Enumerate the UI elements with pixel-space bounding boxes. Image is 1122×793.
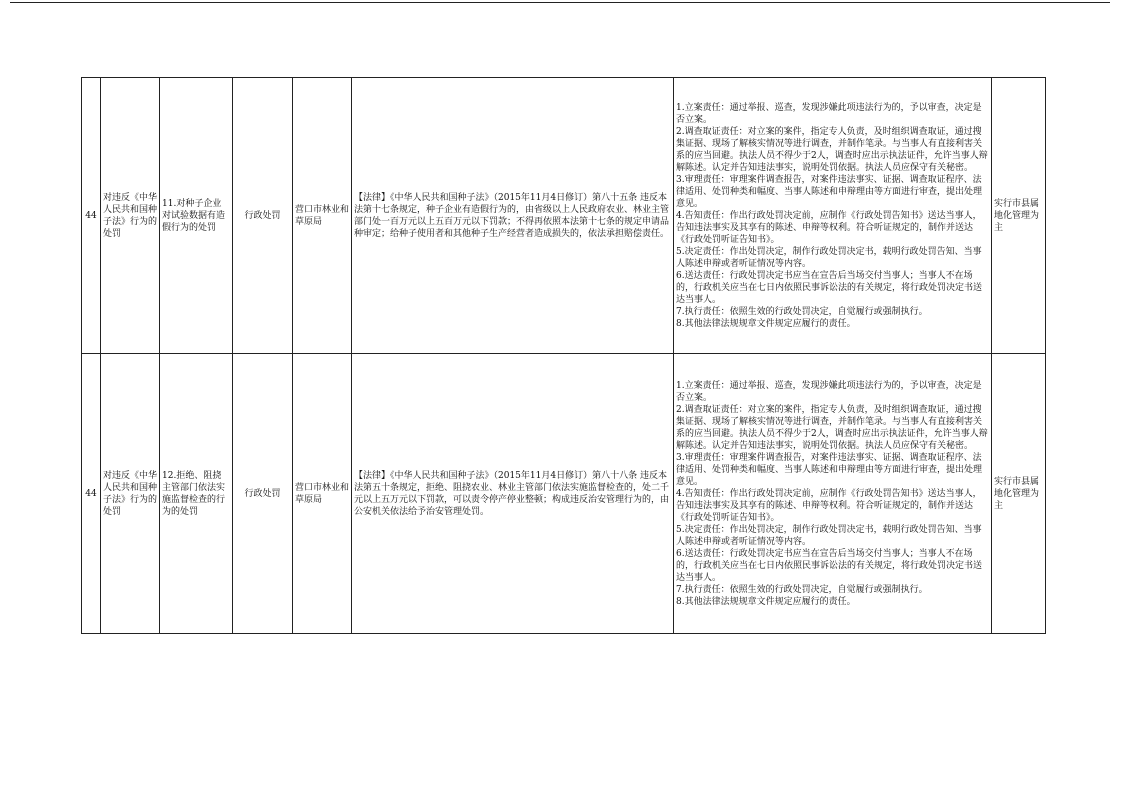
table-row bbox=[82, 354, 1046, 634]
legal-basis: 【法律】《中华人民共和国种子法》（2015年11月4日修订）第八十五条 违反本法第十七条规定，种子企业有造假行为的，由省级以上人民政府农业、林业主管部门处一百万元以上五百万元以下罚款；不得再依照本法第十七条的规定申请品种审定；给种子使用者和其他种子生产经营者造成损失的，依法承担赔偿责任。 bbox=[352, 78, 674, 354]
responsibility-list bbox=[674, 78, 992, 354]
item-name: 对违反《中华人民共和国种子法》行为的处罚 bbox=[101, 78, 160, 354]
legal-basis: 【法律】《中华人民共和国种子法》（2015年11月4日修订）第八十八条 违反本法第五十条规定，拒绝、阻挠农业、林业主管部门依法实施监督检查的，处二千元以上五万元以下罚款，可以责令停产停业整顿；构成违反治安管理行为的，由公安机关依法给予治安管理处罚。 bbox=[352, 354, 674, 634]
responsibility-table bbox=[81, 77, 1046, 634]
responsibility-item: 3.审理责任：审理案件调查报告，对案件违法事实、证据、调查取证程序、法律适用、处罚种类和幅度、当事人陈述和申辩理由等方面进行审查，提出处理意见。 bbox=[676, 174, 983, 209]
item-name: 对违反《中华人民共和国种子法》行为的处罚 bbox=[101, 354, 160, 634]
responsibility-list bbox=[674, 354, 992, 634]
responsibility-item: 7.执行责任：依照生效的行政处罚决定，自觉履行或强制执行。 bbox=[676, 306, 928, 317]
responsibility-item: 1.立案责任：通过举报、巡查，发现涉嫌此项违法行为的，予以审查，决定是否立案。 bbox=[676, 380, 982, 403]
remark: 实行市县属地化管理为主 bbox=[992, 78, 1046, 354]
responsibility-item: 6.送达责任：行政处罚决定书应当在宣告后当场交付当事人；当事人不在场的，行政机关应当在七日内依照民事诉讼法的有关规定，将行政处罚决定书送达当事人。 bbox=[676, 548, 983, 583]
department: 营口市林业和草原局 bbox=[293, 78, 352, 354]
responsibility-item: 2.调查取证责任：对立案的案件，指定专人负责，及时组织调查取证，通过搜集证据、现场了解核实情况等进行调查，并制作笔录。与当事人有直接利害关系的应当回避。执法人员不得少于2人，调查时应出示执法证件，允许当事人辩解陈述。认定并告知违法事实，说明处罚依据。执法人员应保守有关秘密。 bbox=[676, 404, 988, 451]
subitem-name: 12.拒绝、阻挠主管部门依法实施监督检查的行为的处罚 bbox=[160, 354, 233, 634]
responsibility-item: 4.告知责任：作出行政处罚决定前，应制作《行政处罚告知书》送达当事人，告知违法事实及其享有的陈述、申辩等权利。符合听证规定的，制作并送达《行政处罚听证告知书》。 bbox=[676, 488, 982, 523]
power-type: 行政处罚 bbox=[233, 78, 293, 354]
responsibility-item: 3.审理责任：审理案件调查报告，对案件违法事实、证据、调查取证程序、法律适用、处罚种类和幅度、当事人陈述和申辩理由等方面进行审查，提出处理意见。 bbox=[676, 452, 983, 487]
department: 营口市林业和草原局 bbox=[293, 354, 352, 634]
responsibility-item: 2.调查取证责任：对立案的案件，指定专人负责，及时组织调查取证，通过搜集证据、现场了解核实情况等进行调查，并制作笔录。与当事人有直接利害关系的应当回避。执法人员不得少于2人，调查时应出示执法证件，允许当事人辩解陈述。认定并告知违法事实，说明处罚依据。执法人员应保守有关秘密。 bbox=[676, 126, 988, 173]
top-rule bbox=[10, 2, 1110, 3]
responsibility-item: 8.其他法律法规规章文件规定应履行的责任。 bbox=[676, 318, 856, 329]
row-number: 44 bbox=[82, 354, 101, 634]
responsibility-item: 5.决定责任：作出处罚决定，制作行政处罚决定书，载明行政处罚告知、当事人陈述申辩或者听证情况等内容。 bbox=[676, 246, 982, 269]
responsibility-item: 7.执行责任：依照生效的行政处罚决定，自觉履行或强制执行。 bbox=[676, 584, 928, 595]
responsibility-item: 8.其他法律法规规章文件规定应履行的责任。 bbox=[676, 596, 856, 607]
power-type: 行政处罚 bbox=[233, 354, 293, 634]
subitem-name: 11.对种子企业对试验数据有造假行为的处罚 bbox=[160, 78, 233, 354]
responsibility-item: 6.送达责任：行政处罚决定书应当在宣告后当场交付当事人；当事人不在场的，行政机关应当在七日内依照民事诉讼法的有关规定，将行政处罚决定书送达当事人。 bbox=[676, 270, 983, 305]
responsibility-item: 5.决定责任：作出处罚决定，制作行政处罚决定书，载明行政处罚告知、当事人陈述申辩或者听证情况等内容。 bbox=[676, 524, 982, 547]
responsibility-item: 1.立案责任：通过举报、巡查，发现涉嫌此项违法行为的，予以审查，决定是否立案。 bbox=[676, 102, 982, 125]
responsibility-item: 4.告知责任：作出行政处罚决定前，应制作《行政处罚告知书》送达当事人，告知违法事实及其享有的陈述、申辩等权利。符合听证规定的，制作并送达《行政处罚听证告知书》。 bbox=[676, 210, 982, 245]
table-row bbox=[82, 78, 1046, 354]
row-number: 44 bbox=[82, 78, 101, 354]
remark: 实行市县属地化管理为主 bbox=[992, 354, 1046, 634]
